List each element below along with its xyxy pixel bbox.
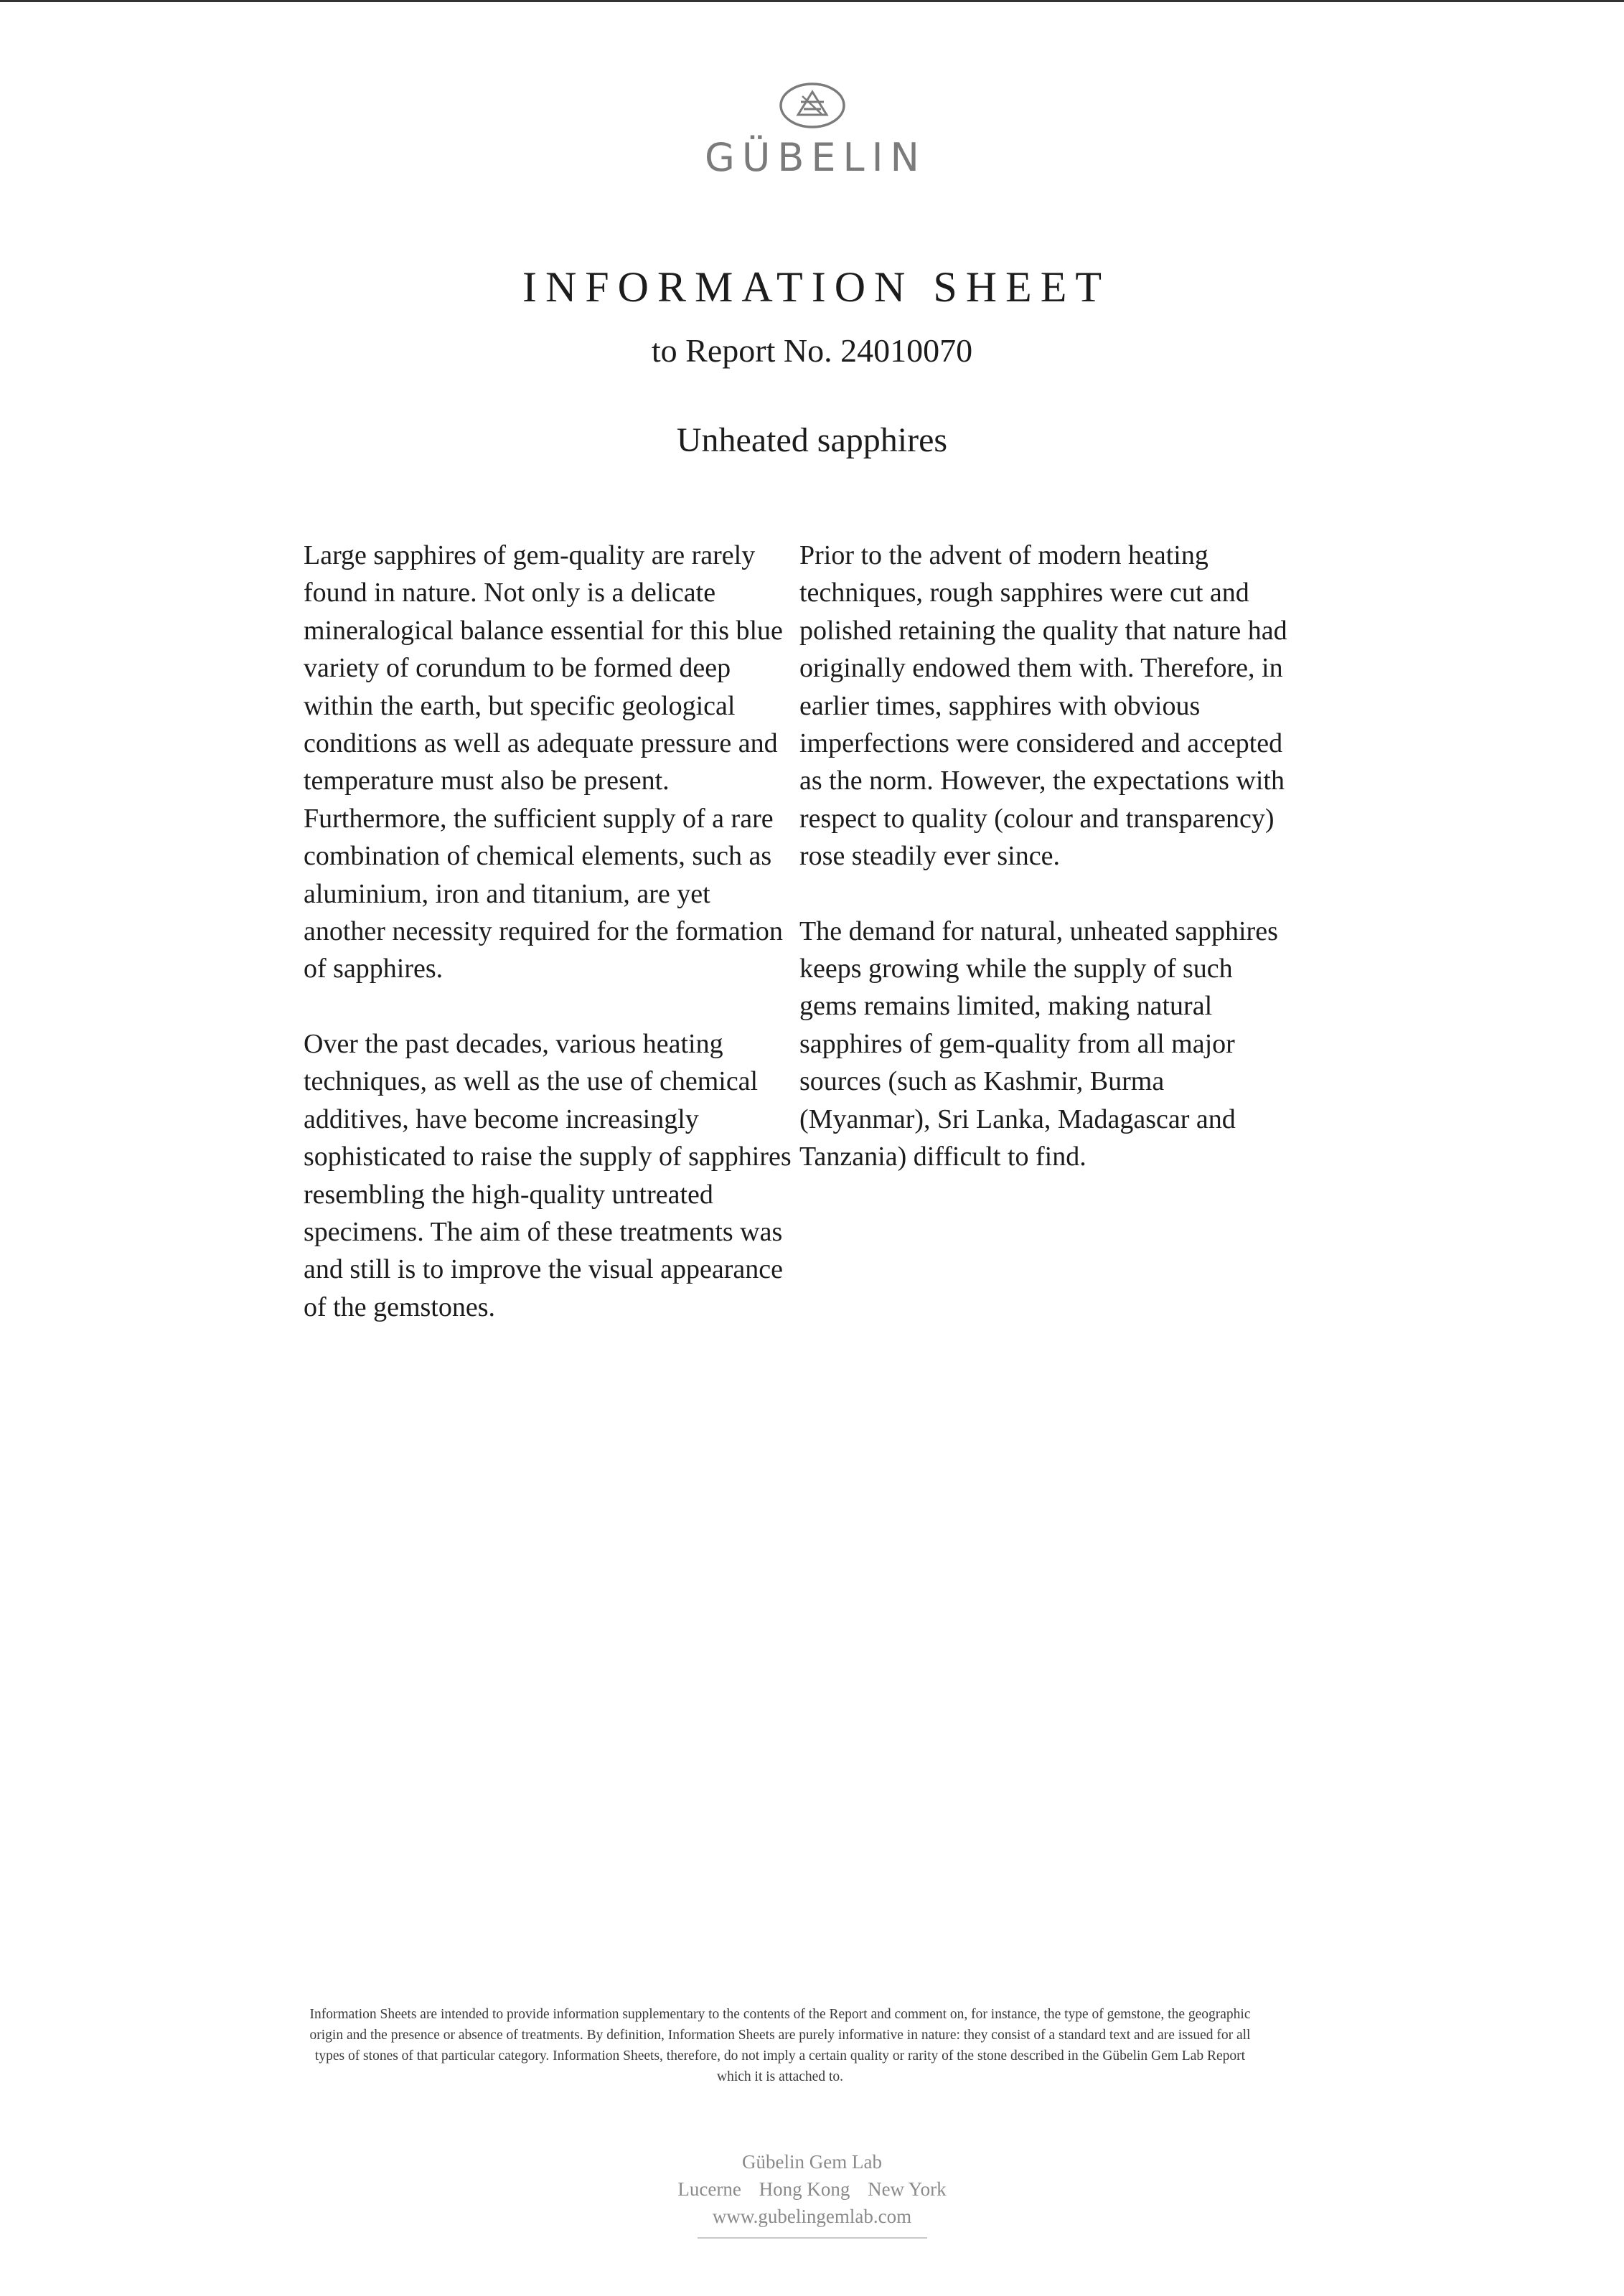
city-name: Hong Kong xyxy=(759,2178,850,2200)
footer xyxy=(0,2148,1624,2239)
website-link[interactable]: www.gubelingemlab.com xyxy=(712,2206,912,2227)
top-border-rule xyxy=(0,0,1624,2)
city-name: New York xyxy=(868,2178,947,2200)
paragraph: The demand for natural, unheated sapphires keeps growing while the supply of such gems remains limited, making natural sapphires of gem-quality from all major sources (such as Kashmir, Burma (Myanmar), Sri Lanka, Madagascar and Tanzania) difficult to find. xyxy=(799,916,1278,1172)
left-text-column xyxy=(304,537,792,1363)
disclaimer-text: Information Sheets are intended to provide information supplementary to the contents of the Report and comment on, for instance, the type of gemstone, the geographic origin and the presence or absence of treatments. By definition, Information Sheets are purely informative in nature: they consist of a standard text and are issued for all types of stones of that particular category. Information Sheets, therefore, do not imply a certain quality or rarity of the stone described in the Gübelin Gem Lab Report which it is attached to. xyxy=(309,2007,1251,2084)
gubelin-emblem-icon xyxy=(776,80,848,131)
paragraph: Large sapphires of gem-quality are rarely found in nature. Not only is a delicate mineralogical balance essential for this blue variety of corundum to be formed deep within the earth, but specific geological conditions as well as adequate pressure and temperature must also be present. Furthermore, the sufficient supply of a rare combination of chemical elements, such as aluminium, iron and titanium, are yet another necessity required for the formation of sapphires. xyxy=(304,540,783,984)
paragraph: Over the past decades, various heating techniques, as well as the use of chemical additives, have become increasingly sophisticated to raise the supply of sapphires resembling the high-quality untreated specimens. The aim of these treatments was and still is to improve the visual appearance of the gemstones. xyxy=(304,1028,792,1322)
lab-name: Gübelin Gem Lab xyxy=(742,2151,882,2173)
footer-cities xyxy=(0,2175,1624,2203)
sheet-subject: Unheated sapphires xyxy=(676,421,948,459)
report-number: to Report No. 24010070 xyxy=(651,332,973,369)
page-title: INFORMATION SHEET xyxy=(522,263,1110,311)
brand-wordmark: GÜBELIN xyxy=(705,135,926,180)
right-text-column xyxy=(799,537,1287,1213)
brand-logo xyxy=(0,80,1624,180)
footer-divider xyxy=(698,2237,927,2239)
paragraph: Prior to the advent of modern heating techniques, rough sapphires were cut and polished retaining the quality that nature had originally endowed them with. Therefore, in earlier times, sapphires with obvious imperfections were considered and accepted as the norm. However, the expectations with respect to quality (colour and transparency) rose steadily ever since. xyxy=(799,540,1287,872)
city-name: Lucerne xyxy=(677,2178,741,2200)
